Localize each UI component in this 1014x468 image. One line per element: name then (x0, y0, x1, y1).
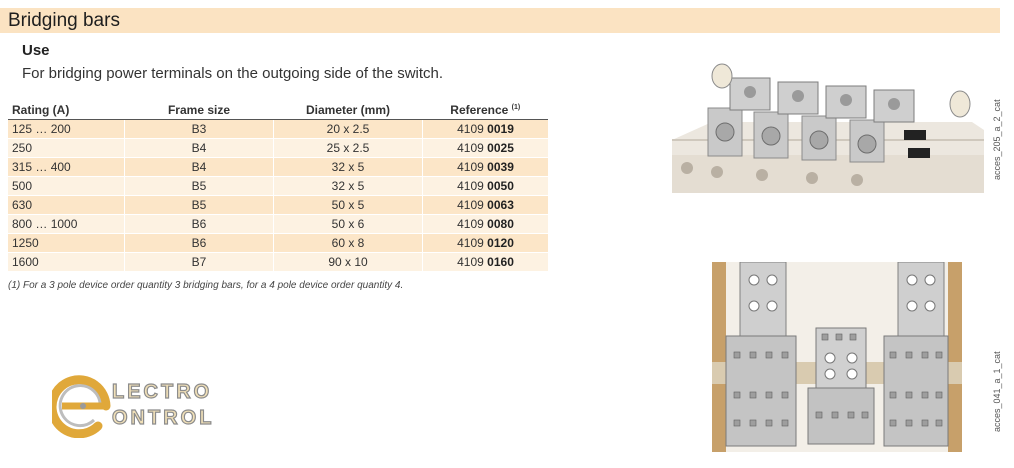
cell-frame: B5 (125, 196, 274, 215)
cell-frame: B6 (125, 234, 274, 253)
col-header-rating: Rating (A) (8, 101, 125, 120)
title-bar (0, 8, 1000, 33)
cell-diameter: 50 x 6 (274, 215, 423, 234)
col-header-diameter: Diameter (mm) (274, 101, 423, 120)
cell-reference: 4109 0039 (423, 158, 549, 177)
cell-diameter: 90 x 10 (274, 253, 423, 272)
col-header-frame-size: Frame size (125, 101, 274, 120)
cell-reference: 4109 0120 (423, 234, 549, 253)
table-row (8, 234, 548, 253)
photo-caption-1: acces_205_a_2_cat (992, 99, 1002, 180)
cell-rating: 315 … 400 (8, 158, 125, 177)
cell-reference: 4109 0050 (423, 177, 549, 196)
logo-line-2: ONTROL (112, 407, 215, 429)
photo-caption-2: acces_041_a_1_cat (992, 351, 1002, 432)
page-title: Bridging bars (8, 10, 120, 31)
cell-rating: 500 (8, 177, 125, 196)
cell-frame: B7 (125, 253, 274, 272)
logo-line-1: LECTRO (112, 381, 213, 403)
table-row (8, 196, 548, 215)
cell-rating: 630 (8, 196, 125, 215)
table-header-row (8, 101, 548, 120)
reference-table (8, 101, 548, 272)
col-header-reference: Reference $^{(1)}$ (423, 101, 549, 120)
table-row (8, 139, 548, 158)
cell-frame: B6 (125, 215, 274, 234)
cell-diameter: 32 x 5 (274, 177, 423, 196)
cell-reference: 4109 0063 (423, 196, 549, 215)
cell-rating: 250 (8, 139, 125, 158)
cell-frame: B5 (125, 177, 274, 196)
cell-diameter: 32 x 5 (274, 158, 423, 177)
cell-reference: 4109 0019 (423, 120, 549, 139)
cell-frame: B4 (125, 139, 274, 158)
cell-diameter: 20 x 2.5 (274, 120, 423, 139)
cell-diameter: 60 x 8 (274, 234, 423, 253)
product-photo-large-bridging-bars (712, 262, 962, 452)
table-row (8, 177, 548, 196)
table-row (8, 120, 548, 139)
cell-rating: 125 … 200 (8, 120, 125, 139)
cell-frame: B4 (125, 158, 274, 177)
electro-control-logo (52, 374, 252, 438)
cell-diameter: 25 x 2.5 (274, 139, 423, 158)
cell-reference: 4109 0160 (423, 253, 549, 272)
cell-rating: 800 … 1000 (8, 215, 125, 234)
cell-rating: 1250 (8, 234, 125, 253)
cell-reference: 4109 0080 (423, 215, 549, 234)
use-description: For bridging power terminals on the outgoing side of the switch. (22, 65, 444, 82)
cell-rating: 1600 (8, 253, 125, 272)
cell-frame: B3 (125, 120, 274, 139)
table-row (8, 158, 548, 177)
cell-diameter: 50 x 5 (274, 196, 423, 215)
table-row (8, 215, 548, 234)
cell-reference: 4109 0025 (423, 139, 549, 158)
table-row (8, 253, 548, 272)
footnote-marker: (1) (511, 104, 521, 111)
use-heading: Use (22, 42, 50, 59)
footnote: (1) For a 3 pole device order quantity 3 bridging bars, for a 4 pole device order quantity 4. (8, 280, 404, 291)
product-photo-bridging-bars-switch (672, 60, 984, 193)
